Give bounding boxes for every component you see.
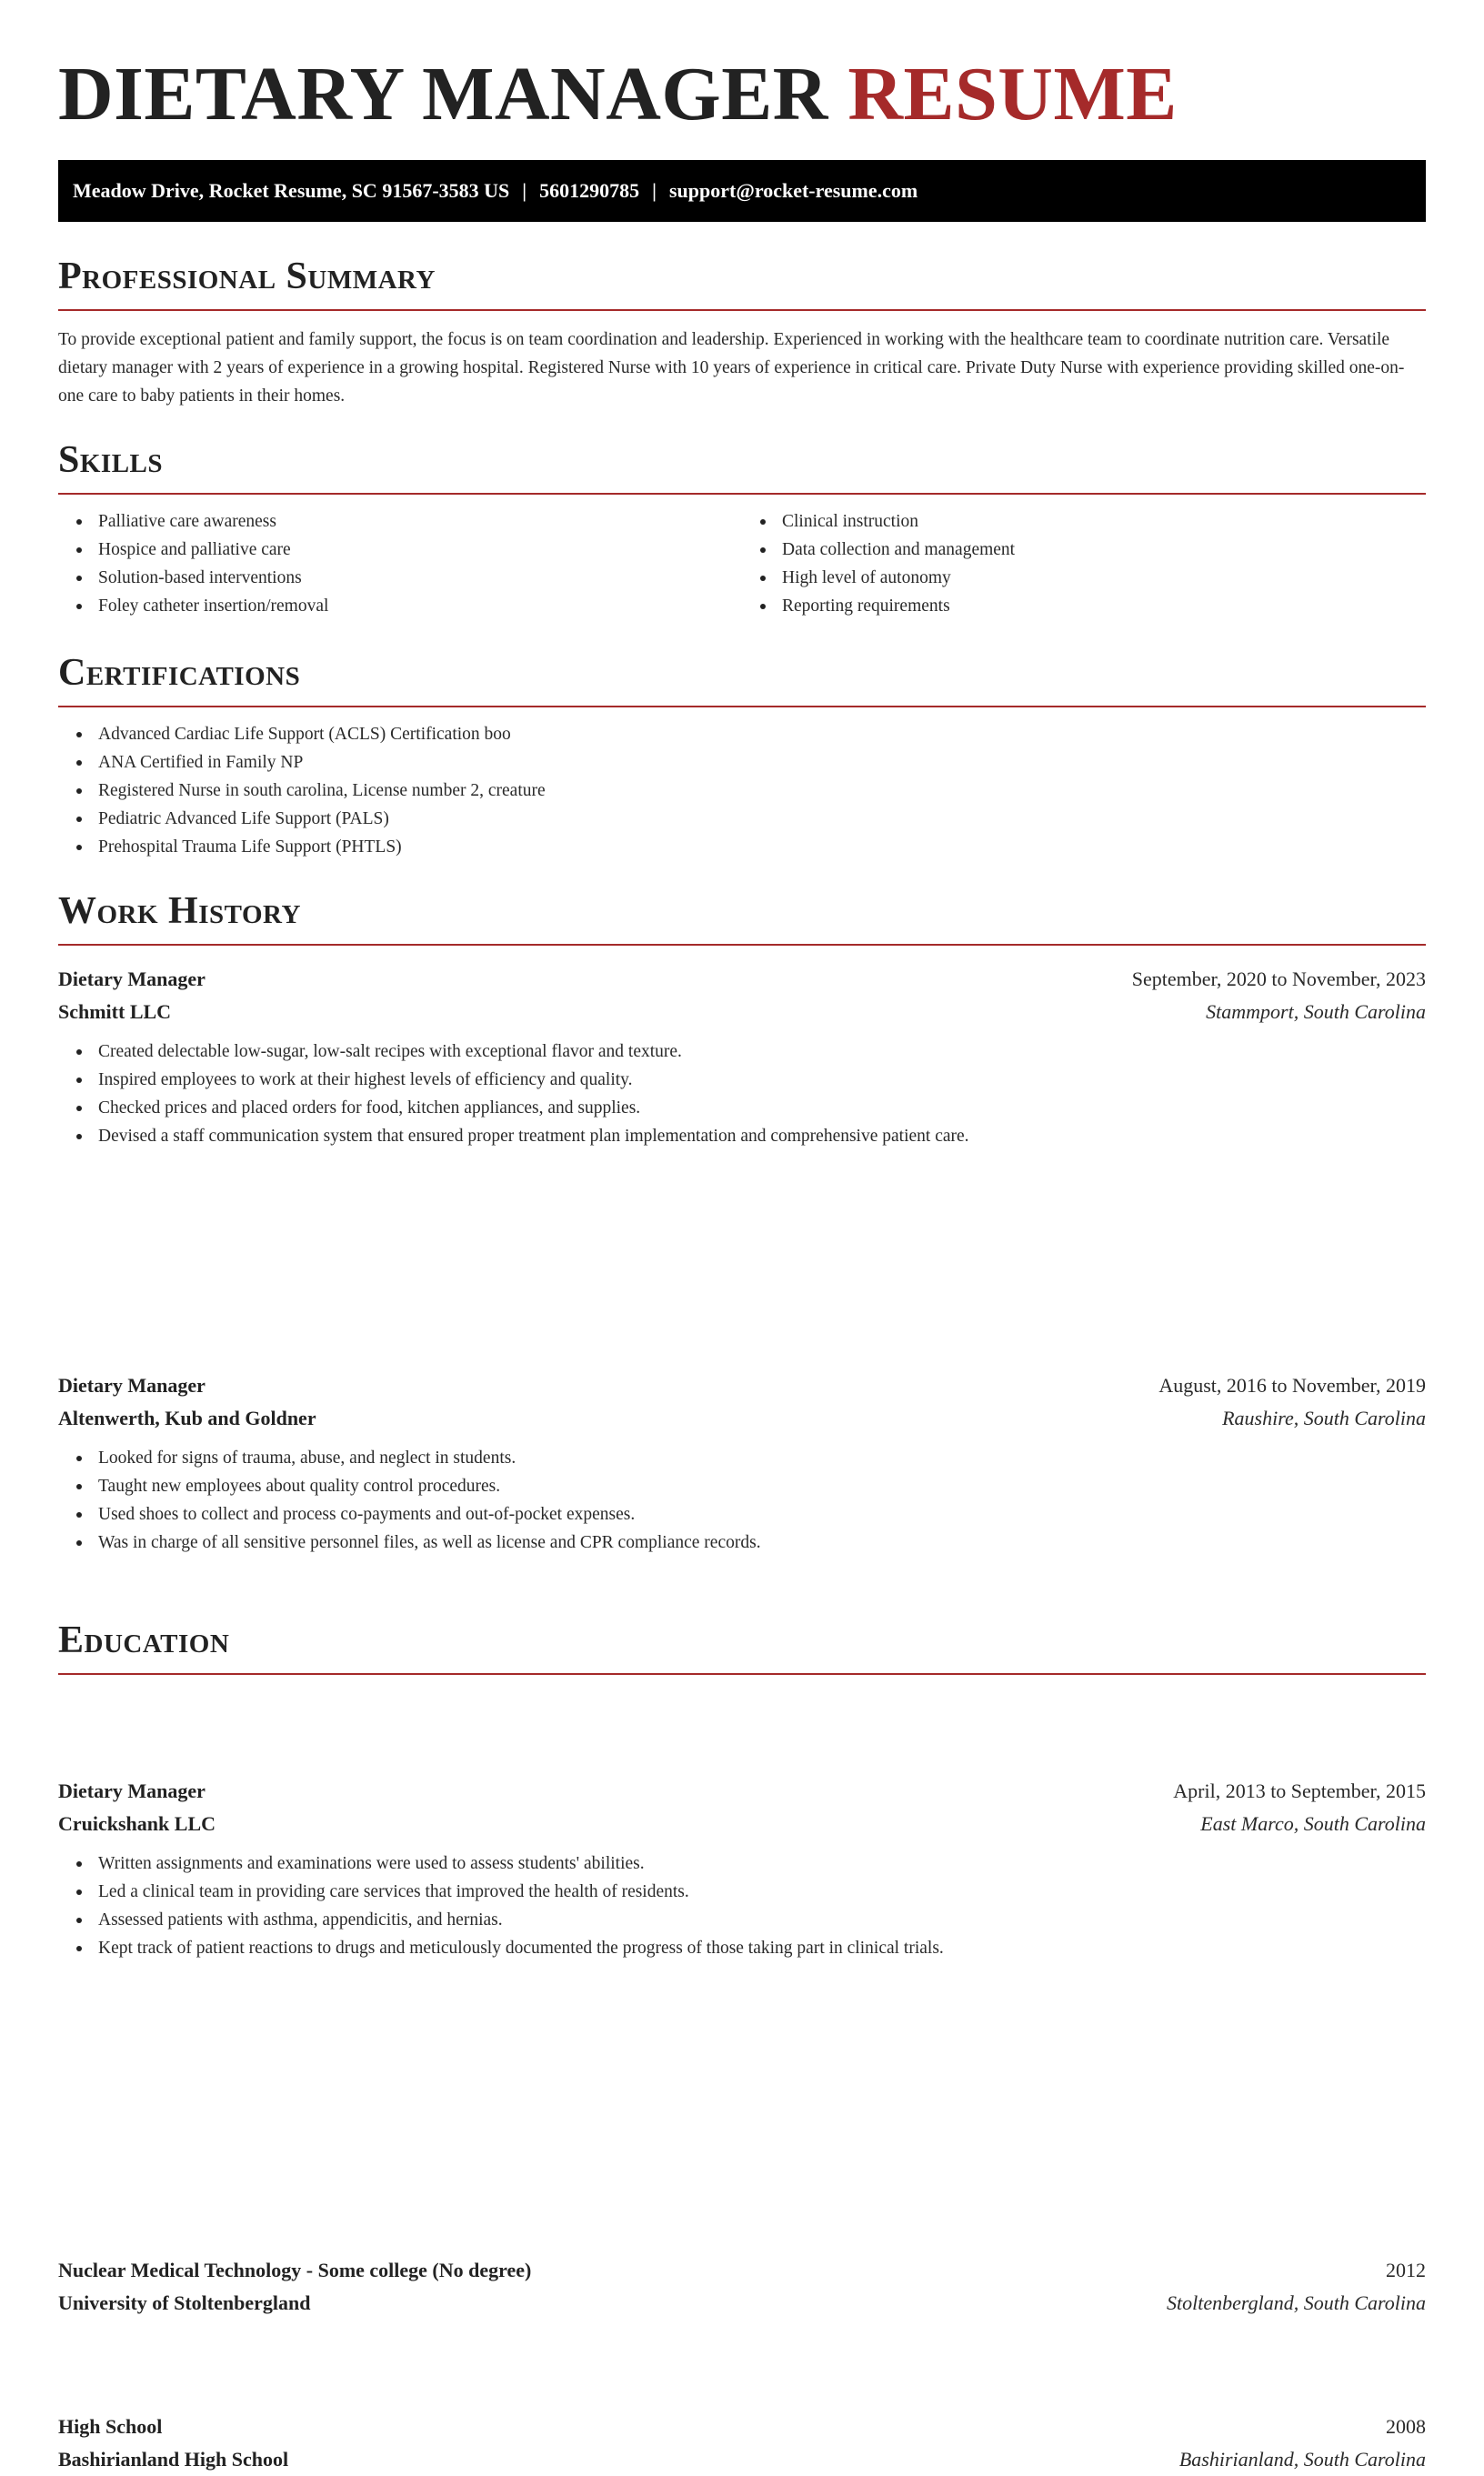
education-degree: High School <box>58 2415 163 2438</box>
skill-item: Clinical instruction <box>782 507 1426 536</box>
certification-item: Prehospital Trauma Life Support (PHTLS) <box>98 833 1426 861</box>
job-company: Altenwerth, Kub and Goldner <box>58 1407 316 1429</box>
certification-item: Advanced Cardiac Life Support (ACLS) Certification boo <box>98 720 1426 748</box>
job-title: Dietary Manager <box>58 1374 206 1397</box>
skills-section <box>58 436 1426 620</box>
job-dates: April, 2013 to September, 2015 <box>1173 1779 1426 1802</box>
education-entry <box>58 2254 1426 2320</box>
skill-item: Palliative care awareness <box>98 507 742 536</box>
section-heading-skills: Skills <box>58 436 1426 495</box>
title-accent: RESUME <box>847 52 1178 136</box>
job-title: Dietary Manager <box>58 967 206 990</box>
skills-columns <box>58 495 1426 620</box>
job-entry <box>58 1775 1426 1962</box>
certification-item: ANA Certified in Family NP <box>98 748 1426 777</box>
education-year: 2012 <box>1386 2259 1426 2281</box>
contact-phone: 5601290785 <box>539 179 640 202</box>
education-degree-row <box>58 2411 1426 2443</box>
job-company-row <box>58 1808 1426 1840</box>
job-location: Stammport, South Carolina <box>1206 1000 1426 1023</box>
job-location: East Marco, South Carolina <box>1200 1812 1426 1835</box>
job-bullet: Checked prices and placed orders for food, kitchen appliances, and supplies. <box>98 1094 1426 1122</box>
job-entry <box>58 1369 1426 1557</box>
job-bullet: Used shoes to collect and process co-payments and out-of-pocket expenses. <box>98 1500 1426 1529</box>
education-school: Bashirianland High School <box>58 2448 289 2471</box>
certifications-section <box>58 649 1426 861</box>
job-header-row <box>58 1369 1426 1402</box>
job-company-row <box>58 1402 1426 1435</box>
skill-item: Solution-based interventions <box>98 564 742 592</box>
job-bullet: Devised a staff communication system that ensured proper treatment plan implementation and comprehensive patient care. <box>98 1122 1426 1150</box>
job-title: Dietary Manager <box>58 1779 206 1802</box>
skills-list-right <box>742 507 1426 620</box>
skill-item: High level of autonomy <box>782 564 1426 592</box>
certification-item: Pediatric Advanced Life Support (PALS) <box>98 805 1426 833</box>
skill-item: Hospice and palliative care <box>98 536 742 564</box>
certification-item: Registered Nurse in south carolina, License number 2, creature <box>98 777 1426 805</box>
job-location: Raushire, South Carolina <box>1222 1407 1426 1429</box>
resume-title <box>58 49 1178 140</box>
section-heading-summary: Professional Summary <box>58 253 1426 311</box>
certifications-list <box>58 720 1426 861</box>
contact-address: Meadow Drive, Rocket Resume, SC 91567-3583 US <box>73 179 510 202</box>
contact-email: support@rocket-resume.com <box>669 179 918 202</box>
skills-list-left <box>58 507 742 620</box>
job-company: Cruickshank LLC <box>58 1812 216 1835</box>
skill-item: Data collection and management <box>782 536 1426 564</box>
job-header-row <box>58 1775 1426 1808</box>
education-degree-row <box>58 2254 1426 2287</box>
job-entry <box>58 963 1426 1150</box>
education-location: Bashirianland, South Carolina <box>1178 2448 1426 2471</box>
job-bullet: Was in charge of all sensitive personnel files, as well as license and CPR compliance records. <box>98 1529 1426 1557</box>
job-company: Schmitt LLC <box>58 1000 172 1023</box>
education-school-row <box>58 2443 1426 2476</box>
job-dates: August, 2016 to November, 2019 <box>1158 1374 1426 1397</box>
education-school-row <box>58 2287 1426 2320</box>
job-dates: September, 2020 to November, 2023 <box>1131 967 1426 990</box>
education-section <box>58 1617 1426 1675</box>
job-bullet: Written assignments and examinations were used to assess students' abilities. <box>98 1849 1426 1878</box>
resume-page <box>58 0 1426 2471</box>
summary-section <box>58 253 1426 410</box>
summary-text: To provide exceptional patient and family support, the focus is on team coordination and leadership. Experienced in working with the healthcare team to coordinate nutrition care. Versatile dietary manager with 2 years of experience in a growing hospital. Registered Nurse with 10 years of experience in critical care. Private Duty Nurse with experience providing skilled one-on-one care to baby patients in their homes. <box>58 330 1405 406</box>
job-bullet: Inspired employees to work at their highest levels of efficiency and quality. <box>98 1066 1426 1094</box>
section-heading-certifications: Certifications <box>58 649 1426 707</box>
job-bullets <box>58 1038 1426 1150</box>
section-heading-work-history: Work History <box>58 887 1426 946</box>
job-bullet: Looked for signs of trauma, abuse, and neglect in students. <box>98 1444 1426 1472</box>
education-entry <box>58 2411 1426 2476</box>
job-bullet: Led a clinical team in providing care services that improved the health of residents. <box>98 1878 1426 1906</box>
job-company-row <box>58 996 1426 1028</box>
section-heading-education: Education <box>58 1617 1426 1675</box>
job-bullet: Taught new employees about quality control procedures. <box>98 1472 1426 1500</box>
job-bullet: Created delectable low-sugar, low-salt recipes with exceptional flavor and texture. <box>98 1038 1426 1066</box>
skill-item: Foley catheter insertion/removal <box>98 592 742 620</box>
contact-separator: | <box>522 179 527 202</box>
job-bullets <box>58 1444 1426 1557</box>
title-main: DIETARY MANAGER <box>58 52 828 136</box>
job-header-row <box>58 963 1426 996</box>
job-bullet: Kept track of patient reactions to drugs and meticulously documented the progress of those taking part in clinical trials. <box>98 1934 1426 1962</box>
job-bullet: Assessed patients with asthma, appendicitis, and hernias. <box>98 1906 1426 1934</box>
skill-item: Reporting requirements <box>782 592 1426 620</box>
job-bullets <box>58 1849 1426 1962</box>
work-history-section <box>58 887 1426 946</box>
education-degree: Nuclear Medical Technology - Some college (No degree) <box>58 2259 532 2281</box>
contact-bar <box>58 160 1426 222</box>
contact-separator: | <box>652 179 657 202</box>
education-location: Stoltenbergland, South Carolina <box>1167 2291 1426 2314</box>
education-year: 2008 <box>1386 2415 1426 2438</box>
education-school: University of Stoltenbergland <box>58 2291 311 2314</box>
